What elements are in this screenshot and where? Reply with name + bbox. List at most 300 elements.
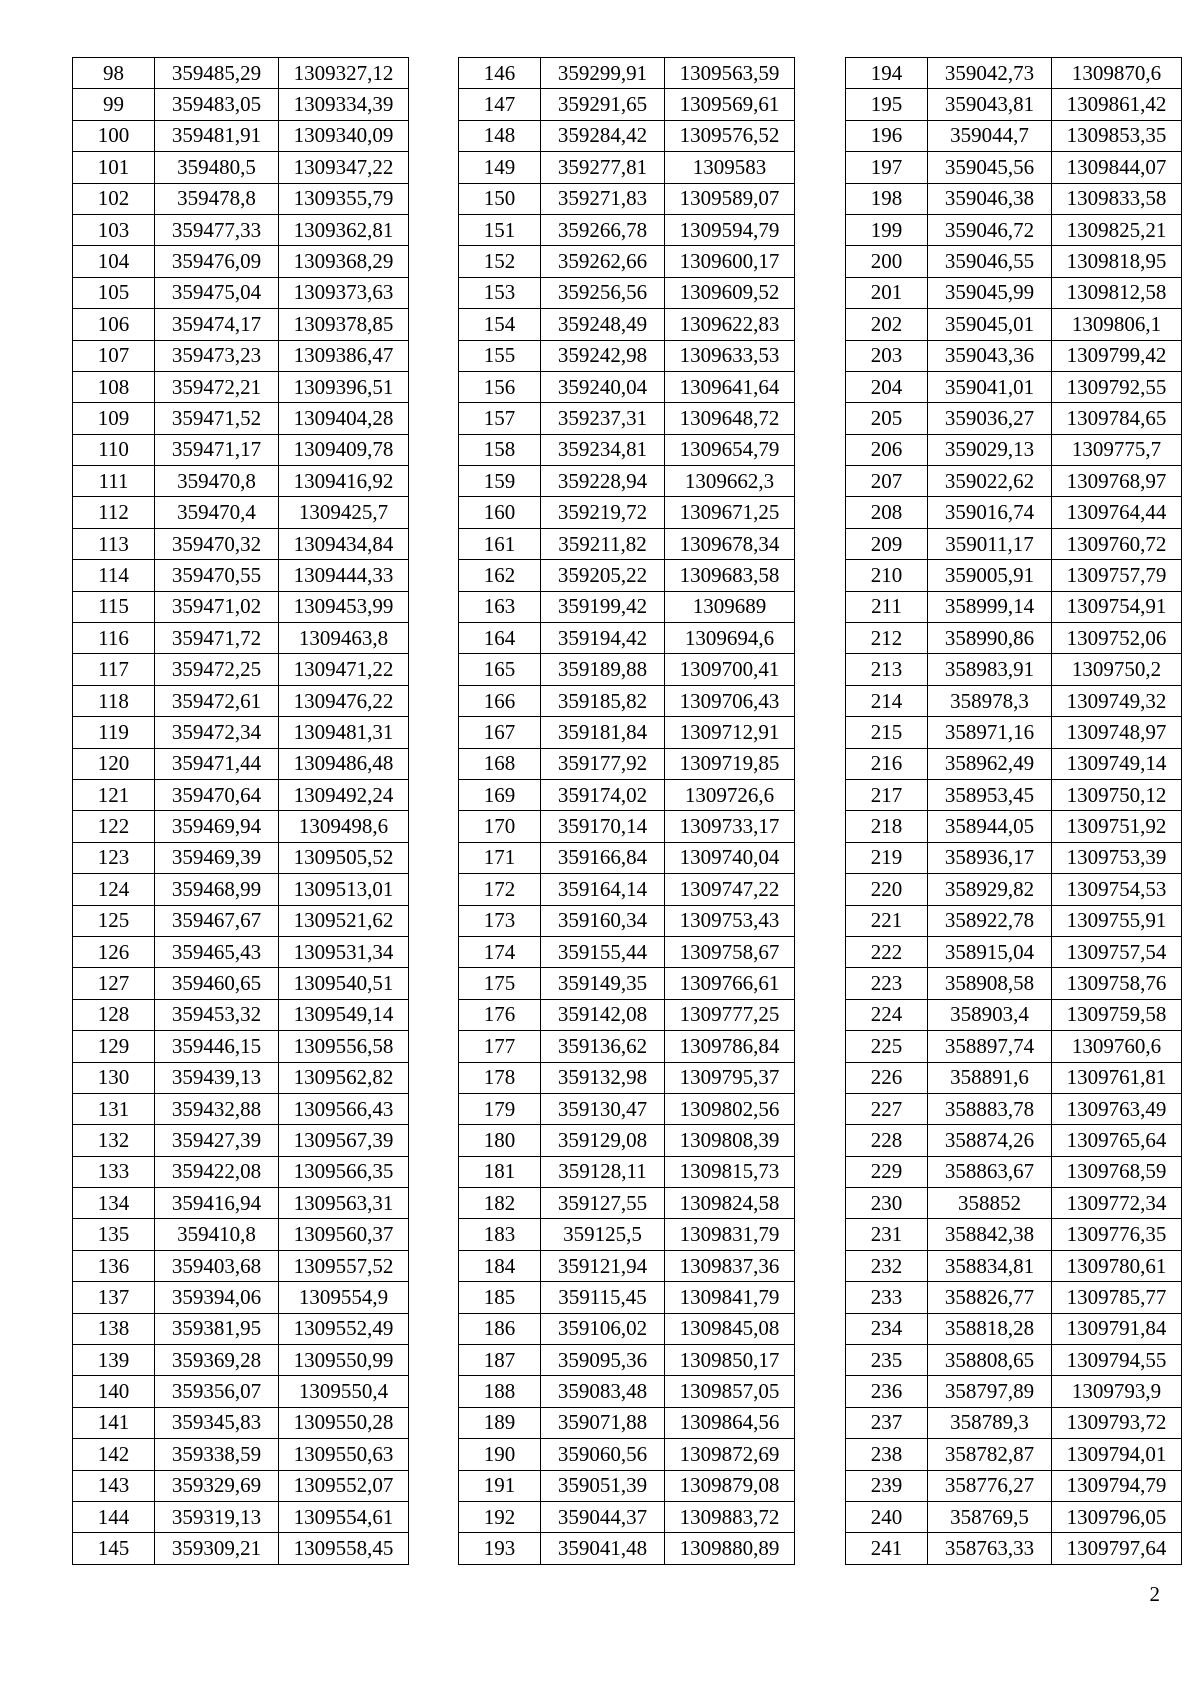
- table-row: [846, 403, 1182, 434]
- x-coordinate-cell: 359381,95: [155, 1313, 279, 1344]
- point-number-cell: 134: [73, 1188, 155, 1219]
- table-row: [459, 560, 795, 591]
- x-coordinate-cell: 359060,56: [541, 1439, 665, 1470]
- point-number-cell: 225: [846, 1031, 928, 1062]
- x-coordinate-cell: 359164,14: [541, 874, 665, 905]
- y-coordinate-cell: 1309554,61: [279, 1501, 409, 1532]
- table-row: [73, 874, 409, 905]
- point-number-cell: 219: [846, 842, 928, 873]
- y-coordinate-cell: 1309794,79: [1052, 1470, 1182, 1501]
- table-row: [73, 152, 409, 183]
- table-row: [459, 371, 795, 402]
- y-coordinate-cell: 1309492,24: [279, 779, 409, 810]
- table-row: [459, 277, 795, 308]
- table-row: [846, 528, 1182, 559]
- y-coordinate-cell: 1309549,14: [279, 999, 409, 1030]
- y-coordinate-cell: 1309712,91: [665, 717, 795, 748]
- point-number-cell: 157: [459, 403, 541, 434]
- table-row: [846, 1093, 1182, 1124]
- point-number-cell: 132: [73, 1125, 155, 1156]
- y-coordinate-cell: 1309694,6: [665, 623, 795, 654]
- point-number-cell: 158: [459, 434, 541, 465]
- y-coordinate-cell: 1309556,58: [279, 1031, 409, 1062]
- coordinates-table-1: [72, 57, 409, 1565]
- table-row: [459, 685, 795, 716]
- x-coordinate-cell: 358797,89: [928, 1376, 1052, 1407]
- table-row: [459, 905, 795, 936]
- x-coordinate-cell: 359132,98: [541, 1062, 665, 1093]
- y-coordinate-cell: 1309861,42: [1052, 89, 1182, 120]
- y-coordinate-cell: 1309671,25: [665, 497, 795, 528]
- y-coordinate-cell: 1309563,31: [279, 1188, 409, 1219]
- x-coordinate-cell: 358944,05: [928, 811, 1052, 842]
- y-coordinate-cell: 1309760,72: [1052, 528, 1182, 559]
- table-row: [459, 842, 795, 873]
- y-coordinate-cell: 1309766,61: [665, 968, 795, 999]
- point-number-cell: 193: [459, 1533, 541, 1564]
- table-row: [73, 1156, 409, 1187]
- point-number-cell: 192: [459, 1501, 541, 1532]
- x-coordinate-cell: 359046,55: [928, 246, 1052, 277]
- x-coordinate-cell: 359291,65: [541, 89, 665, 120]
- table-row: [459, 1345, 795, 1376]
- y-coordinate-cell: 1309589,07: [665, 183, 795, 214]
- point-number-cell: 171: [459, 842, 541, 873]
- point-number-cell: 215: [846, 717, 928, 748]
- point-number-cell: 223: [846, 968, 928, 999]
- point-number-cell: 239: [846, 1470, 928, 1501]
- table-row: [459, 1125, 795, 1156]
- table-row: [73, 1282, 409, 1313]
- y-coordinate-cell: 1309857,05: [665, 1376, 795, 1407]
- x-coordinate-cell: 359128,11: [541, 1156, 665, 1187]
- point-number-cell: 233: [846, 1282, 928, 1313]
- table-row: [73, 1533, 409, 1564]
- x-coordinate-cell: 359470,55: [155, 560, 279, 591]
- table-row: [73, 403, 409, 434]
- x-coordinate-cell: 359471,02: [155, 591, 279, 622]
- point-number-cell: 102: [73, 183, 155, 214]
- x-coordinate-cell: 359446,15: [155, 1031, 279, 1062]
- point-number-cell: 206: [846, 434, 928, 465]
- table-row: [846, 340, 1182, 371]
- point-number-cell: 133: [73, 1156, 155, 1187]
- x-coordinate-cell: 359177,92: [541, 748, 665, 779]
- table-row: [73, 748, 409, 779]
- coordinates-table-2: [458, 57, 795, 1565]
- table-row: [73, 277, 409, 308]
- table-row: [73, 1407, 409, 1438]
- point-number-cell: 124: [73, 874, 155, 905]
- point-number-cell: 108: [73, 371, 155, 402]
- x-coordinate-cell: 359472,21: [155, 371, 279, 402]
- point-number-cell: 181: [459, 1156, 541, 1187]
- y-coordinate-cell: 1309633,53: [665, 340, 795, 371]
- x-coordinate-cell: 359181,84: [541, 717, 665, 748]
- y-coordinate-cell: 1309409,78: [279, 434, 409, 465]
- x-coordinate-cell: 359041,48: [541, 1533, 665, 1564]
- point-number-cell: 187: [459, 1345, 541, 1376]
- point-number-cell: 184: [459, 1250, 541, 1281]
- y-coordinate-cell: 1309583: [665, 152, 795, 183]
- table-row: [73, 1250, 409, 1281]
- y-coordinate-cell: 1309749,14: [1052, 748, 1182, 779]
- point-number-cell: 182: [459, 1188, 541, 1219]
- y-coordinate-cell: 1309776,35: [1052, 1219, 1182, 1250]
- y-coordinate-cell: 1309521,62: [279, 905, 409, 936]
- table-row: [73, 340, 409, 371]
- table-row: [459, 1062, 795, 1093]
- y-coordinate-cell: 1309678,34: [665, 528, 795, 559]
- point-number-cell: 128: [73, 999, 155, 1030]
- x-coordinate-cell: 359237,31: [541, 403, 665, 434]
- x-coordinate-cell: 359149,35: [541, 968, 665, 999]
- table-row: [73, 528, 409, 559]
- table-row: [459, 183, 795, 214]
- point-number-cell: 125: [73, 905, 155, 936]
- y-coordinate-cell: 1309662,3: [665, 466, 795, 497]
- x-coordinate-cell: 359043,36: [928, 340, 1052, 371]
- table-row: [73, 89, 409, 120]
- table-row: [846, 717, 1182, 748]
- y-coordinate-cell: 1309404,28: [279, 403, 409, 434]
- y-coordinate-cell: 1309772,34: [1052, 1188, 1182, 1219]
- table-row: [73, 968, 409, 999]
- point-number-cell: 170: [459, 811, 541, 842]
- x-coordinate-cell: 358818,28: [928, 1313, 1052, 1344]
- point-number-cell: 155: [459, 340, 541, 371]
- table-row: [73, 779, 409, 810]
- point-number-cell: 139: [73, 1345, 155, 1376]
- table-row: [459, 1031, 795, 1062]
- table-row: [73, 214, 409, 245]
- y-coordinate-cell: 1309750,2: [1052, 654, 1182, 685]
- x-coordinate-cell: 359083,48: [541, 1376, 665, 1407]
- table-row: [73, 654, 409, 685]
- table-row: [459, 874, 795, 905]
- y-coordinate-cell: 1309795,37: [665, 1062, 795, 1093]
- point-number-cell: 167: [459, 717, 541, 748]
- x-coordinate-cell: 359471,52: [155, 403, 279, 434]
- y-coordinate-cell: 1309566,35: [279, 1156, 409, 1187]
- point-number-cell: 204: [846, 371, 928, 402]
- table-row: [73, 685, 409, 716]
- y-coordinate-cell: 1309757,79: [1052, 560, 1182, 591]
- table-row: [73, 246, 409, 277]
- y-coordinate-cell: 1309750,12: [1052, 779, 1182, 810]
- x-coordinate-cell: 359472,61: [155, 685, 279, 716]
- point-number-cell: 153: [459, 277, 541, 308]
- x-coordinate-cell: 359043,81: [928, 89, 1052, 120]
- y-coordinate-cell: 1309751,92: [1052, 811, 1182, 842]
- y-coordinate-cell: 1309806,1: [1052, 309, 1182, 340]
- table-row: [846, 434, 1182, 465]
- table-row: [73, 560, 409, 591]
- table-row: [73, 1313, 409, 1344]
- table-row: [73, 1501, 409, 1532]
- point-number-cell: 240: [846, 1501, 928, 1532]
- y-coordinate-cell: 1309765,64: [1052, 1125, 1182, 1156]
- y-coordinate-cell: 1309879,08: [665, 1470, 795, 1501]
- table-row: [846, 466, 1182, 497]
- x-coordinate-cell: 359470,4: [155, 497, 279, 528]
- y-coordinate-cell: 1309802,56: [665, 1093, 795, 1124]
- point-number-cell: 121: [73, 779, 155, 810]
- table-row: [846, 246, 1182, 277]
- y-coordinate-cell: 1309726,6: [665, 779, 795, 810]
- point-number-cell: 228: [846, 1125, 928, 1156]
- y-coordinate-cell: 1309463,8: [279, 623, 409, 654]
- table-row: [459, 1533, 795, 1564]
- point-number-cell: 212: [846, 623, 928, 654]
- y-coordinate-cell: 1309733,17: [665, 811, 795, 842]
- y-coordinate-cell: 1309594,79: [665, 214, 795, 245]
- table-row: [73, 1125, 409, 1156]
- table-row: [459, 968, 795, 999]
- x-coordinate-cell: 359248,49: [541, 309, 665, 340]
- table-row: [73, 905, 409, 936]
- x-coordinate-cell: 359453,32: [155, 999, 279, 1030]
- y-coordinate-cell: 1309654,79: [665, 434, 795, 465]
- y-coordinate-cell: 1309749,32: [1052, 685, 1182, 716]
- point-number-cell: 234: [846, 1313, 928, 1344]
- x-coordinate-cell: 359046,72: [928, 214, 1052, 245]
- table-row: [846, 214, 1182, 245]
- point-number-cell: 168: [459, 748, 541, 779]
- y-coordinate-cell: 1309641,64: [665, 371, 795, 402]
- y-coordinate-cell: 1309748,97: [1052, 717, 1182, 748]
- x-coordinate-cell: 359185,82: [541, 685, 665, 716]
- x-coordinate-cell: 358769,5: [928, 1501, 1052, 1532]
- x-coordinate-cell: 358903,4: [928, 999, 1052, 1030]
- x-coordinate-cell: 359130,47: [541, 1093, 665, 1124]
- table-row: [459, 89, 795, 120]
- point-number-cell: 208: [846, 497, 928, 528]
- x-coordinate-cell: 358782,87: [928, 1439, 1052, 1470]
- x-coordinate-cell: 359472,25: [155, 654, 279, 685]
- point-number-cell: 100: [73, 120, 155, 151]
- point-number-cell: 136: [73, 1250, 155, 1281]
- point-number-cell: 196: [846, 120, 928, 151]
- point-number-cell: 191: [459, 1470, 541, 1501]
- point-number-cell: 238: [846, 1439, 928, 1470]
- point-number-cell: 126: [73, 936, 155, 967]
- point-number-cell: 138: [73, 1313, 155, 1344]
- table-row: [459, 1470, 795, 1501]
- y-coordinate-cell: 1309334,39: [279, 89, 409, 120]
- point-number-cell: 220: [846, 874, 928, 905]
- x-coordinate-cell: 359174,02: [541, 779, 665, 810]
- x-coordinate-cell: 358863,67: [928, 1156, 1052, 1187]
- x-coordinate-cell: 359266,78: [541, 214, 665, 245]
- point-number-cell: 235: [846, 1345, 928, 1376]
- table-row: [846, 936, 1182, 967]
- y-coordinate-cell: 1309815,73: [665, 1156, 795, 1187]
- x-coordinate-cell: 358789,3: [928, 1407, 1052, 1438]
- x-coordinate-cell: 359115,45: [541, 1282, 665, 1313]
- x-coordinate-cell: 359125,5: [541, 1219, 665, 1250]
- x-coordinate-cell: 358826,77: [928, 1282, 1052, 1313]
- y-coordinate-cell: 1309794,55: [1052, 1345, 1182, 1376]
- y-coordinate-cell: 1309552,49: [279, 1313, 409, 1344]
- x-coordinate-cell: 359422,08: [155, 1156, 279, 1187]
- x-coordinate-cell: 359136,62: [541, 1031, 665, 1062]
- y-coordinate-cell: 1309706,43: [665, 685, 795, 716]
- table-row: [73, 371, 409, 402]
- y-coordinate-cell: 1309764,44: [1052, 497, 1182, 528]
- point-number-cell: 122: [73, 811, 155, 842]
- point-number-cell: 190: [459, 1439, 541, 1470]
- table-row: [459, 779, 795, 810]
- x-coordinate-cell: 359471,17: [155, 434, 279, 465]
- y-coordinate-cell: 1309576,52: [665, 120, 795, 151]
- table-row: [846, 1125, 1182, 1156]
- x-coordinate-cell: 358978,3: [928, 685, 1052, 716]
- table-row: [846, 811, 1182, 842]
- y-coordinate-cell: 1309786,84: [665, 1031, 795, 1062]
- table-row: [846, 183, 1182, 214]
- y-coordinate-cell: 1309791,84: [1052, 1313, 1182, 1344]
- y-coordinate-cell: 1309558,45: [279, 1533, 409, 1564]
- y-coordinate-cell: 1309747,22: [665, 874, 795, 905]
- x-coordinate-cell: 359160,34: [541, 905, 665, 936]
- y-coordinate-cell: 1309845,08: [665, 1313, 795, 1344]
- table-row: [459, 214, 795, 245]
- x-coordinate-cell: 358990,86: [928, 623, 1052, 654]
- x-coordinate-cell: 359121,94: [541, 1250, 665, 1281]
- point-number-cell: 205: [846, 403, 928, 434]
- point-number-cell: 183: [459, 1219, 541, 1250]
- table-row: [846, 152, 1182, 183]
- x-coordinate-cell: 359345,83: [155, 1407, 279, 1438]
- y-coordinate-cell: 1309761,81: [1052, 1062, 1182, 1093]
- table-row: [846, 1250, 1182, 1281]
- point-number-cell: 194: [846, 58, 928, 89]
- table-row: [73, 591, 409, 622]
- table-row: [846, 1156, 1182, 1187]
- table-row: [459, 1439, 795, 1470]
- point-number-cell: 129: [73, 1031, 155, 1062]
- x-coordinate-cell: 359051,39: [541, 1470, 665, 1501]
- point-number-cell: 103: [73, 214, 155, 245]
- table-row: [846, 497, 1182, 528]
- x-coordinate-cell: 359299,91: [541, 58, 665, 89]
- point-number-cell: 224: [846, 999, 928, 1030]
- point-number-cell: 99: [73, 89, 155, 120]
- table-row: [459, 936, 795, 967]
- table-row: [73, 811, 409, 842]
- y-coordinate-cell: 1309373,63: [279, 277, 409, 308]
- point-number-cell: 143: [73, 1470, 155, 1501]
- table-row: [846, 277, 1182, 308]
- point-number-cell: 115: [73, 591, 155, 622]
- point-number-cell: 213: [846, 654, 928, 685]
- point-number-cell: 149: [459, 152, 541, 183]
- table-row: [459, 654, 795, 685]
- point-number-cell: 195: [846, 89, 928, 120]
- y-coordinate-cell: 1309825,21: [1052, 214, 1182, 245]
- x-coordinate-cell: 359470,32: [155, 528, 279, 559]
- table-row: [459, 309, 795, 340]
- y-coordinate-cell: 1309550,28: [279, 1407, 409, 1438]
- y-coordinate-cell: 1309760,6: [1052, 1031, 1182, 1062]
- x-coordinate-cell: 358915,04: [928, 936, 1052, 967]
- table-row: [846, 591, 1182, 622]
- x-coordinate-cell: 359477,33: [155, 214, 279, 245]
- table-row: [846, 623, 1182, 654]
- y-coordinate-cell: 1309883,72: [665, 1501, 795, 1532]
- y-coordinate-cell: 1309566,43: [279, 1093, 409, 1124]
- x-coordinate-cell: 359095,36: [541, 1345, 665, 1376]
- point-number-cell: 172: [459, 874, 541, 905]
- y-coordinate-cell: 1309818,95: [1052, 246, 1182, 277]
- x-coordinate-cell: 359475,04: [155, 277, 279, 308]
- x-coordinate-cell: 358834,81: [928, 1250, 1052, 1281]
- x-coordinate-cell: 359485,29: [155, 58, 279, 89]
- x-coordinate-cell: 359194,42: [541, 623, 665, 654]
- point-number-cell: 165: [459, 654, 541, 685]
- point-number-cell: 189: [459, 1407, 541, 1438]
- y-coordinate-cell: 1309796,05: [1052, 1501, 1182, 1532]
- y-coordinate-cell: 1309780,61: [1052, 1250, 1182, 1281]
- y-coordinate-cell: 1309540,51: [279, 968, 409, 999]
- y-coordinate-cell: 1309808,39: [665, 1125, 795, 1156]
- point-number-cell: 101: [73, 152, 155, 183]
- x-coordinate-cell: 359467,67: [155, 905, 279, 936]
- point-number-cell: 200: [846, 246, 928, 277]
- x-coordinate-cell: 359045,99: [928, 277, 1052, 308]
- y-coordinate-cell: 1309481,31: [279, 717, 409, 748]
- y-coordinate-cell: 1309793,9: [1052, 1376, 1182, 1407]
- x-coordinate-cell: 359029,13: [928, 434, 1052, 465]
- x-coordinate-cell: 359338,59: [155, 1439, 279, 1470]
- table-row: [846, 1188, 1182, 1219]
- x-coordinate-cell: 358883,78: [928, 1093, 1052, 1124]
- table-row: [846, 905, 1182, 936]
- page-number: 2: [1149, 1582, 1160, 1606]
- table-row: [73, 58, 409, 89]
- x-coordinate-cell: 358897,74: [928, 1031, 1052, 1062]
- point-number-cell: 229: [846, 1156, 928, 1187]
- y-coordinate-cell: 1309557,52: [279, 1250, 409, 1281]
- table-row: [846, 120, 1182, 151]
- x-coordinate-cell: 358776,27: [928, 1470, 1052, 1501]
- y-coordinate-cell: 1309444,33: [279, 560, 409, 591]
- x-coordinate-cell: 358929,82: [928, 874, 1052, 905]
- table-row: [73, 1439, 409, 1470]
- y-coordinate-cell: 1309416,92: [279, 466, 409, 497]
- y-coordinate-cell: 1309831,79: [665, 1219, 795, 1250]
- y-coordinate-cell: 1309794,01: [1052, 1439, 1182, 1470]
- x-coordinate-cell: 359427,39: [155, 1125, 279, 1156]
- table-row: [459, 1407, 795, 1438]
- table-row: [73, 309, 409, 340]
- point-number-cell: 188: [459, 1376, 541, 1407]
- point-number-cell: 186: [459, 1313, 541, 1344]
- y-coordinate-cell: 1309476,22: [279, 685, 409, 716]
- x-coordinate-cell: 359481,91: [155, 120, 279, 151]
- table-row: [846, 1470, 1182, 1501]
- y-coordinate-cell: 1309700,41: [665, 654, 795, 685]
- x-coordinate-cell: 359473,23: [155, 340, 279, 371]
- x-coordinate-cell: 359483,05: [155, 89, 279, 120]
- x-coordinate-cell: 359471,44: [155, 748, 279, 779]
- table-row: [73, 1345, 409, 1376]
- y-coordinate-cell: 1309752,06: [1052, 623, 1182, 654]
- x-coordinate-cell: 358874,26: [928, 1125, 1052, 1156]
- x-coordinate-cell: 359036,27: [928, 403, 1052, 434]
- y-coordinate-cell: 1309425,7: [279, 497, 409, 528]
